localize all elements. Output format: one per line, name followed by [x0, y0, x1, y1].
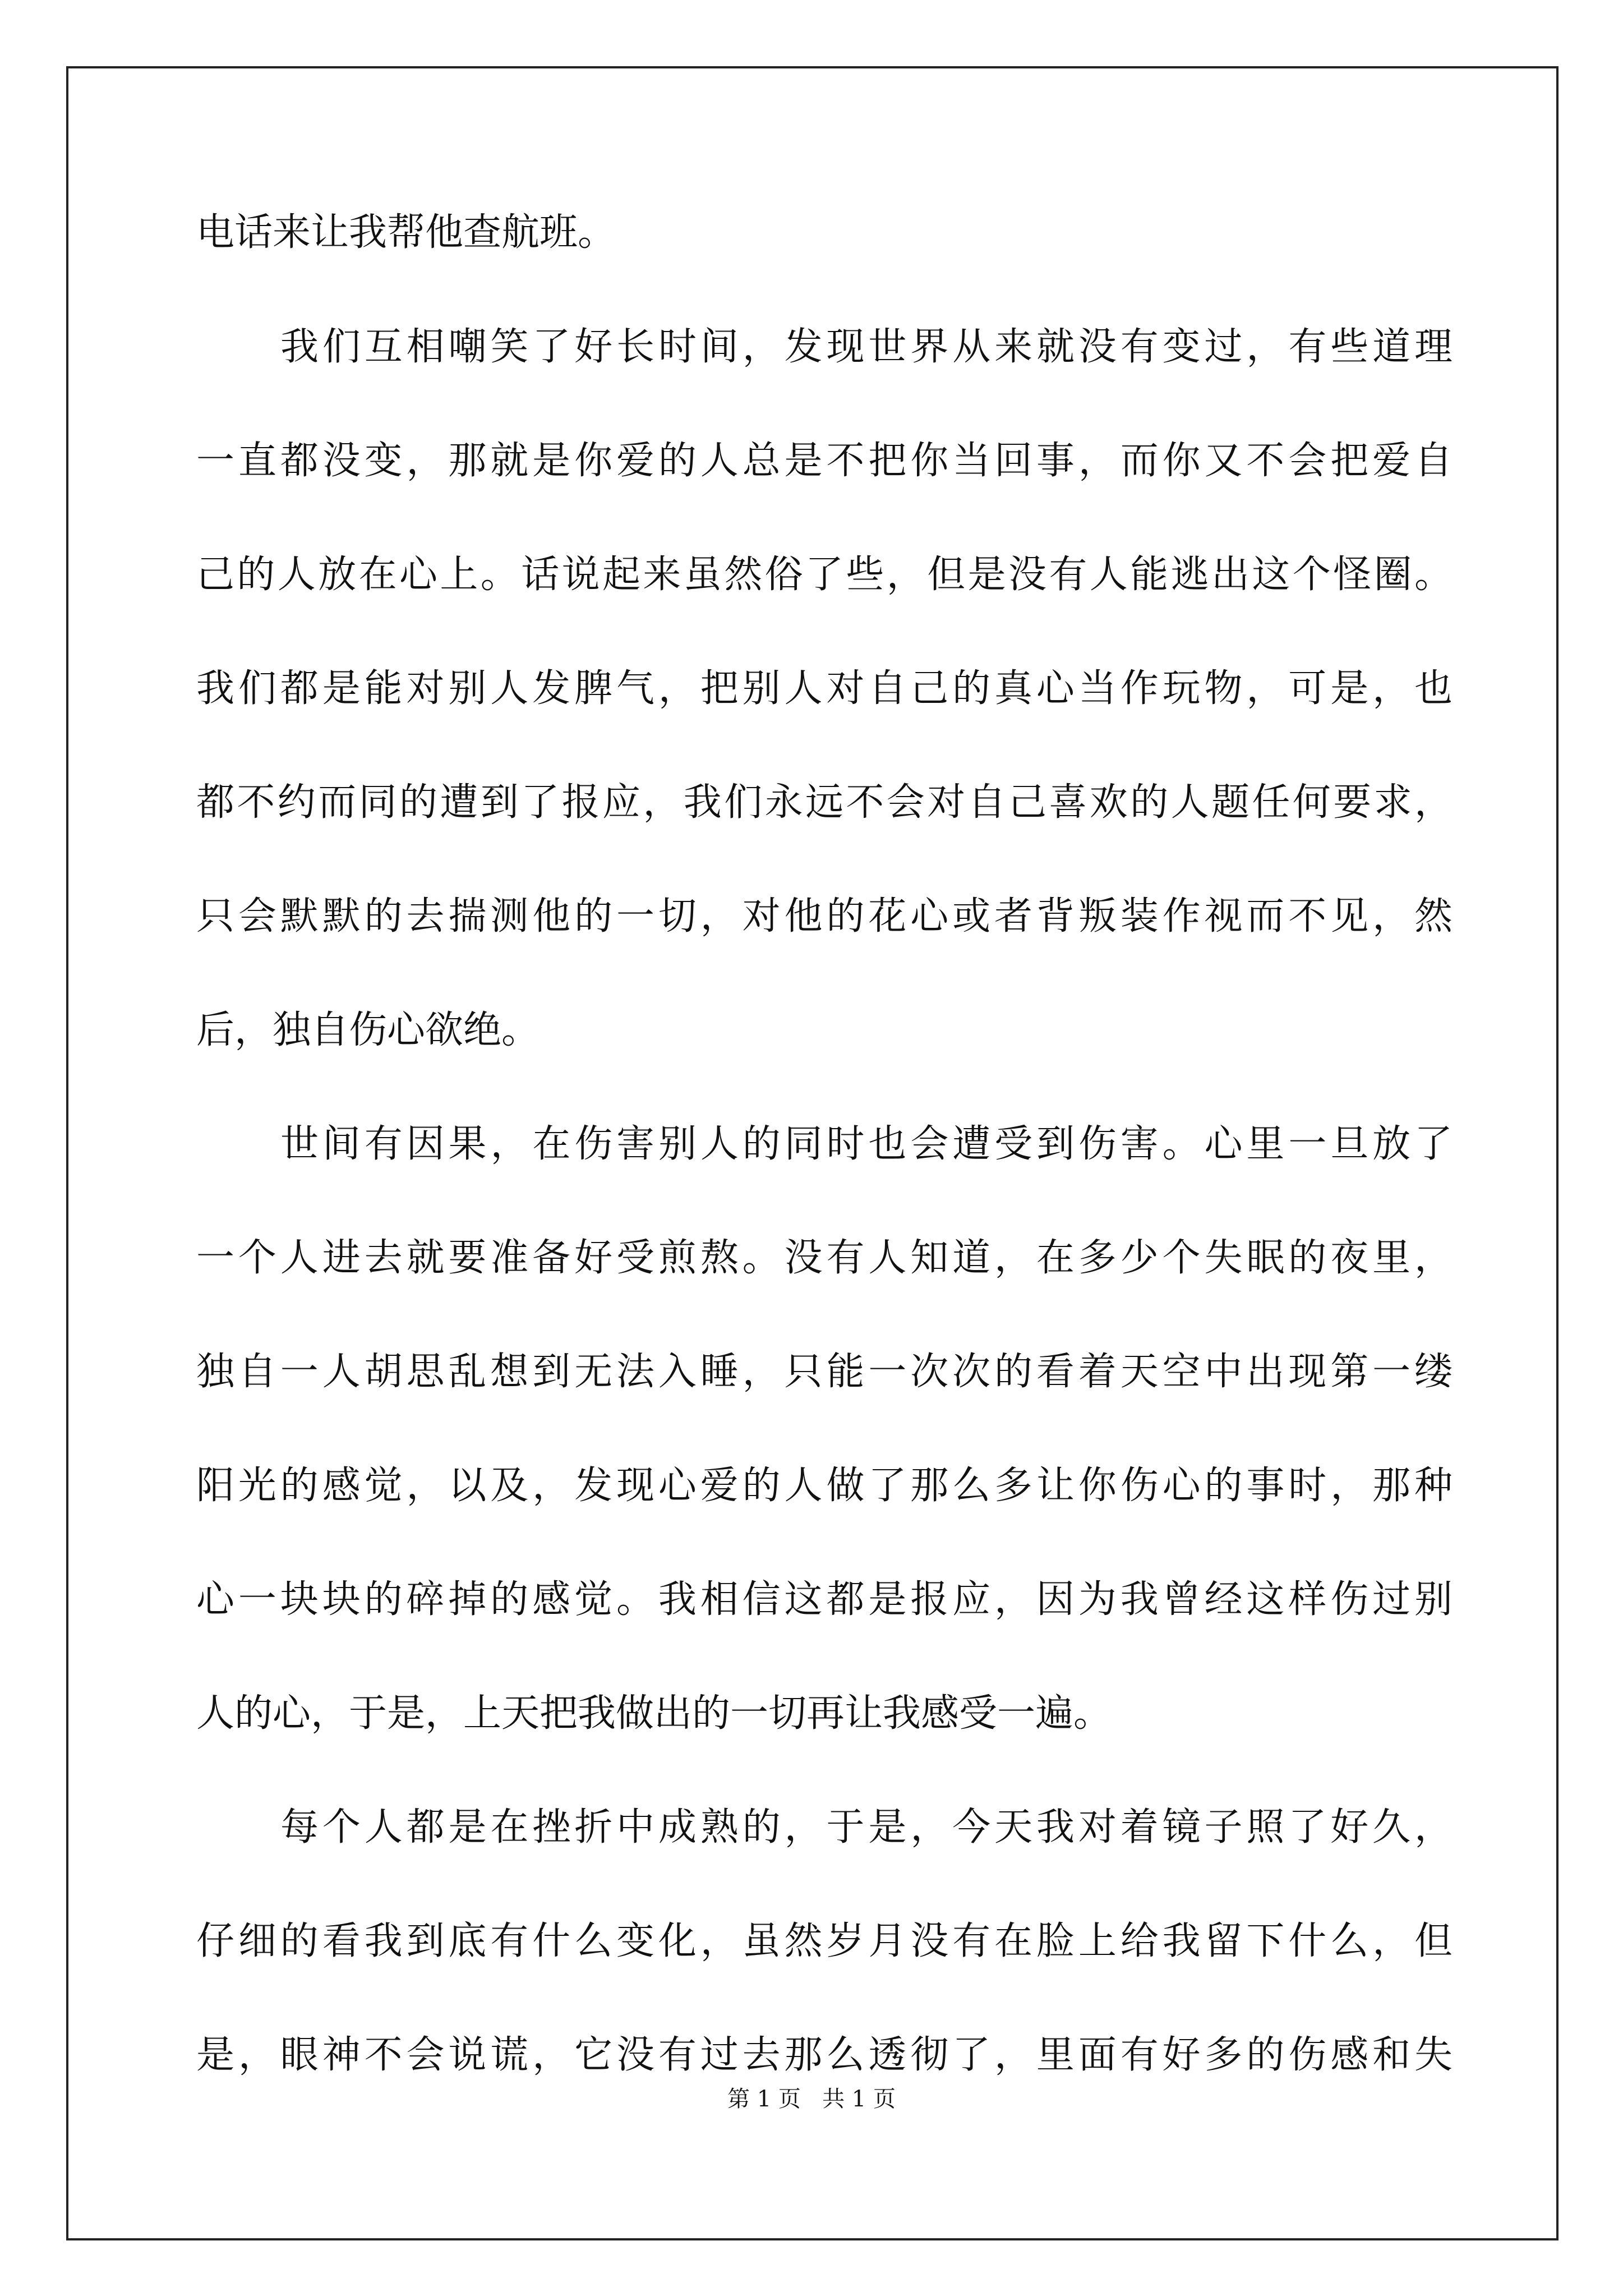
text-line: 己的人放在心上。话说起来虽然俗了些，但是没有人能逃出这个怪圈。	[196, 553, 1453, 597]
text-line: 一直都没变，那就是你爱的人总是不把你当回事，而你又不会把爱自	[196, 439, 1453, 483]
text-line: 心一块块的碎掉的感觉。我相信这都是报应，因为我曾经这样伤过别	[196, 1577, 1453, 1622]
text-line: 独自一人胡思乱想到无法入睡，只能一次次的看着天空中出现第一缕	[196, 1350, 1453, 1394]
text-line: 仔细的看我到底有什么变化，虽然岁月没有在脸上给我留下什么，但	[196, 1919, 1453, 1963]
paragraph-first-line: 世间有因果，在伤害别人的同时也会遭受到伤害。心里一旦放了	[280, 1122, 1453, 1166]
text-line: 后，独自伤心欲绝。	[196, 1008, 540, 1052]
text-line: 一个人进去就要准备好受煎熬。没有人知道，在多少个失眠的夜里，	[196, 1236, 1453, 1280]
text-line: 阳光的感觉，以及，发现心爱的人做了那么多让你伤心的事时，那种	[196, 1464, 1453, 1508]
text-line: 是，眼神不会说谎，它没有过去那么透彻了，里面有好多的伤感和失	[196, 2033, 1453, 2077]
text-line: 人的心，于是，上天把我做出的一切再让我感受一遍。	[196, 1691, 1112, 1736]
text-line: 电话来让我帮他查航班。	[196, 210, 616, 255]
paragraph-first-line: 每个人都是在挫折中成熟的，于是，今天我对着镜子照了好久，	[280, 1805, 1453, 1849]
paragraph-first-line: 我们互相嘲笑了好长时间，发现世界从来就没有变过，有些道理	[280, 325, 1453, 369]
text-line: 只会默默的去揣测他的一切，对他的花心或者背叛装作视而不见，然	[196, 894, 1453, 938]
text-line: 我们都是能对别人发脾气，把别人对自己的真心当作玩物，可是，也	[196, 666, 1453, 711]
page-number-footer: 第 1 页 共 1 页	[727, 2086, 896, 2112]
text-line: 都不约而同的遭到了报应，我们永远不会对自己喜欢的人题任何要求，	[196, 780, 1453, 825]
